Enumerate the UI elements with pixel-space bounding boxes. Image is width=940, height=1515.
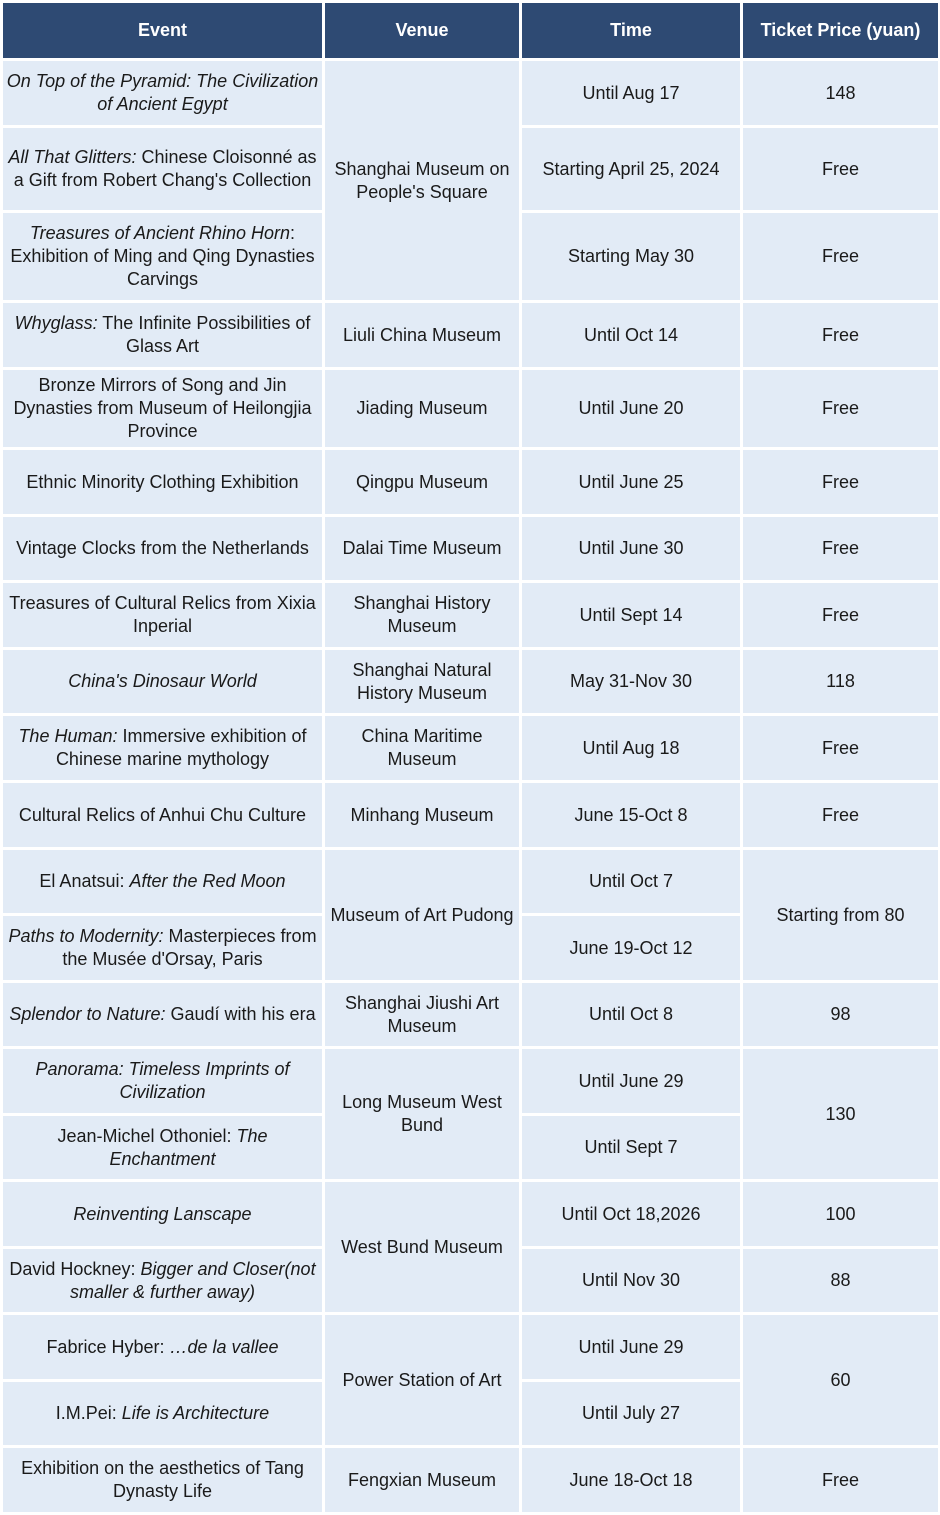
price-cell: Free [742,212,940,302]
time-cell: Until Sept 14 [521,582,742,649]
price-cell: 100 [742,1181,940,1248]
table-row [2,582,940,649]
venue-cell: Qingpu Museum [324,449,521,516]
time-cell: Until June 30 [521,516,742,582]
time-cell: Until Oct 7 [521,849,742,915]
venue-cell: Shanghai Natural History Museum [324,649,521,715]
time-cell: Starting May 30 [521,212,742,302]
event-cell: Cultural Relics of Anhui Chu Culture [2,782,324,849]
event-cell: Bronze Mirrors of Song and Jin Dynasties from Museum of Heilongjia Province [2,369,324,449]
event-cell: Treasures of Cultural Relics from Xixia Inperial [2,582,324,649]
price-cell: 98 [742,982,940,1048]
time-cell: Until Oct 14 [521,302,742,369]
venue-cell: Shanghai Jiushi Art Museum [324,982,521,1048]
price-cell: Free [742,302,940,369]
table-row [2,302,940,369]
event-cell: El Anatsui: After the Red Moon [2,849,324,915]
table-row [2,1314,940,1381]
time-cell: Until June 25 [521,449,742,516]
event-cell: On Top of the Pyramid: The Civilization of Ancient Egypt [2,60,324,127]
table-row [2,782,940,849]
price-cell: Starting from 80 [742,849,940,982]
price-cell: Free [742,582,940,649]
table-row [2,849,940,915]
venue-cell: Fengxian Museum [324,1447,521,1514]
time-cell: Starting April 25, 2024 [521,127,742,212]
event-cell: The Human: Immersive exhibition of Chinese marine mythology [2,715,324,782]
table-row [2,982,940,1048]
price-cell: Free [742,449,940,516]
event-cell: David Hockney: Bigger and Closer(not smaller & further away) [2,1248,324,1314]
time-cell: Until Sept 7 [521,1115,742,1181]
event-cell: Treasures of Ancient Rhino Horn: Exhibition of Ming and Qing Dynasties Carvings [2,212,324,302]
price-cell: 148 [742,60,940,127]
price-cell: Free [742,715,940,782]
table-row [2,60,940,127]
price-cell: 88 [742,1248,940,1314]
table-row [2,1048,940,1115]
venue-cell: Minhang Museum [324,782,521,849]
venue-cell: Museum of Art Pudong [324,849,521,982]
time-cell: Until July 27 [521,1381,742,1447]
table-row [2,516,940,582]
table-row [2,1181,940,1248]
table-row [2,1447,940,1514]
time-cell: Until Nov 30 [521,1248,742,1314]
event-cell: Paths to Modernity: Masterpieces from the Musée d'Orsay, Paris [2,915,324,982]
time-cell: Until Aug 17 [521,60,742,127]
event-cell: Jean-Michel Othoniel: The Enchantment [2,1115,324,1181]
header-venue: Venue [324,2,521,60]
venue-cell: Dalai Time Museum [324,516,521,582]
table-row [2,649,940,715]
event-cell: Whyglass: The Infinite Possibilities of Glass Art [2,302,324,369]
price-cell: Free [742,369,940,449]
venue-cell: Shanghai History Museum [324,582,521,649]
price-cell: Free [742,127,940,212]
venue-cell: China Maritime Museum [324,715,521,782]
header-ticket-price: Ticket Price (yuan) [742,2,940,60]
event-cell: Panorama: Timeless Imprints of Civilization [2,1048,324,1115]
time-cell: June 19-Oct 12 [521,915,742,982]
event-cell: All That Glitters: Chinese Cloisonné as a Gift from Robert Chang's Collection [2,127,324,212]
price-cell: 130 [742,1048,940,1181]
event-cell: I.M.Pei: Life is Architecture [2,1381,324,1447]
price-cell: 118 [742,649,940,715]
price-cell: Free [742,782,940,849]
time-cell: Until Oct 18,2026 [521,1181,742,1248]
event-cell: Fabrice Hyber: …de la vallee [2,1314,324,1381]
venue-cell: Long Museum West Bund [324,1048,521,1181]
event-cell: Exhibition on the aesthetics of Tang Dynasty Life [2,1447,324,1514]
time-cell: Until Oct 8 [521,982,742,1048]
event-cell: Vintage Clocks from the Netherlands [2,516,324,582]
price-cell: Free [742,1447,940,1514]
event-cell: China's Dinosaur World [2,649,324,715]
time-cell: June 18-Oct 18 [521,1447,742,1514]
price-cell: Free [742,516,940,582]
event-cell: Ethnic Minority Clothing Exhibition [2,449,324,516]
time-cell: June 15-Oct 8 [521,782,742,849]
venue-cell: Shanghai Museum on People's Square [324,60,521,302]
event-cell: Splendor to Nature: Gaudí with his era [2,982,324,1048]
table-row [2,715,940,782]
header-row [2,2,940,60]
venue-cell: Power Station of Art [324,1314,521,1447]
time-cell: Until June 29 [521,1048,742,1115]
header-event: Event [2,2,324,60]
venue-cell: West Bund Museum [324,1181,521,1314]
venue-cell: Jiading Museum [324,369,521,449]
time-cell: Until Aug 18 [521,715,742,782]
time-cell: Until June 29 [521,1314,742,1381]
table-row [2,369,940,449]
header-time: Time [521,2,742,60]
event-cell: Reinventing Lanscape [2,1181,324,1248]
table-row [2,449,940,516]
time-cell: Until June 20 [521,369,742,449]
time-cell: May 31-Nov 30 [521,649,742,715]
venue-cell: Liuli China Museum [324,302,521,369]
price-cell: 60 [742,1314,940,1447]
